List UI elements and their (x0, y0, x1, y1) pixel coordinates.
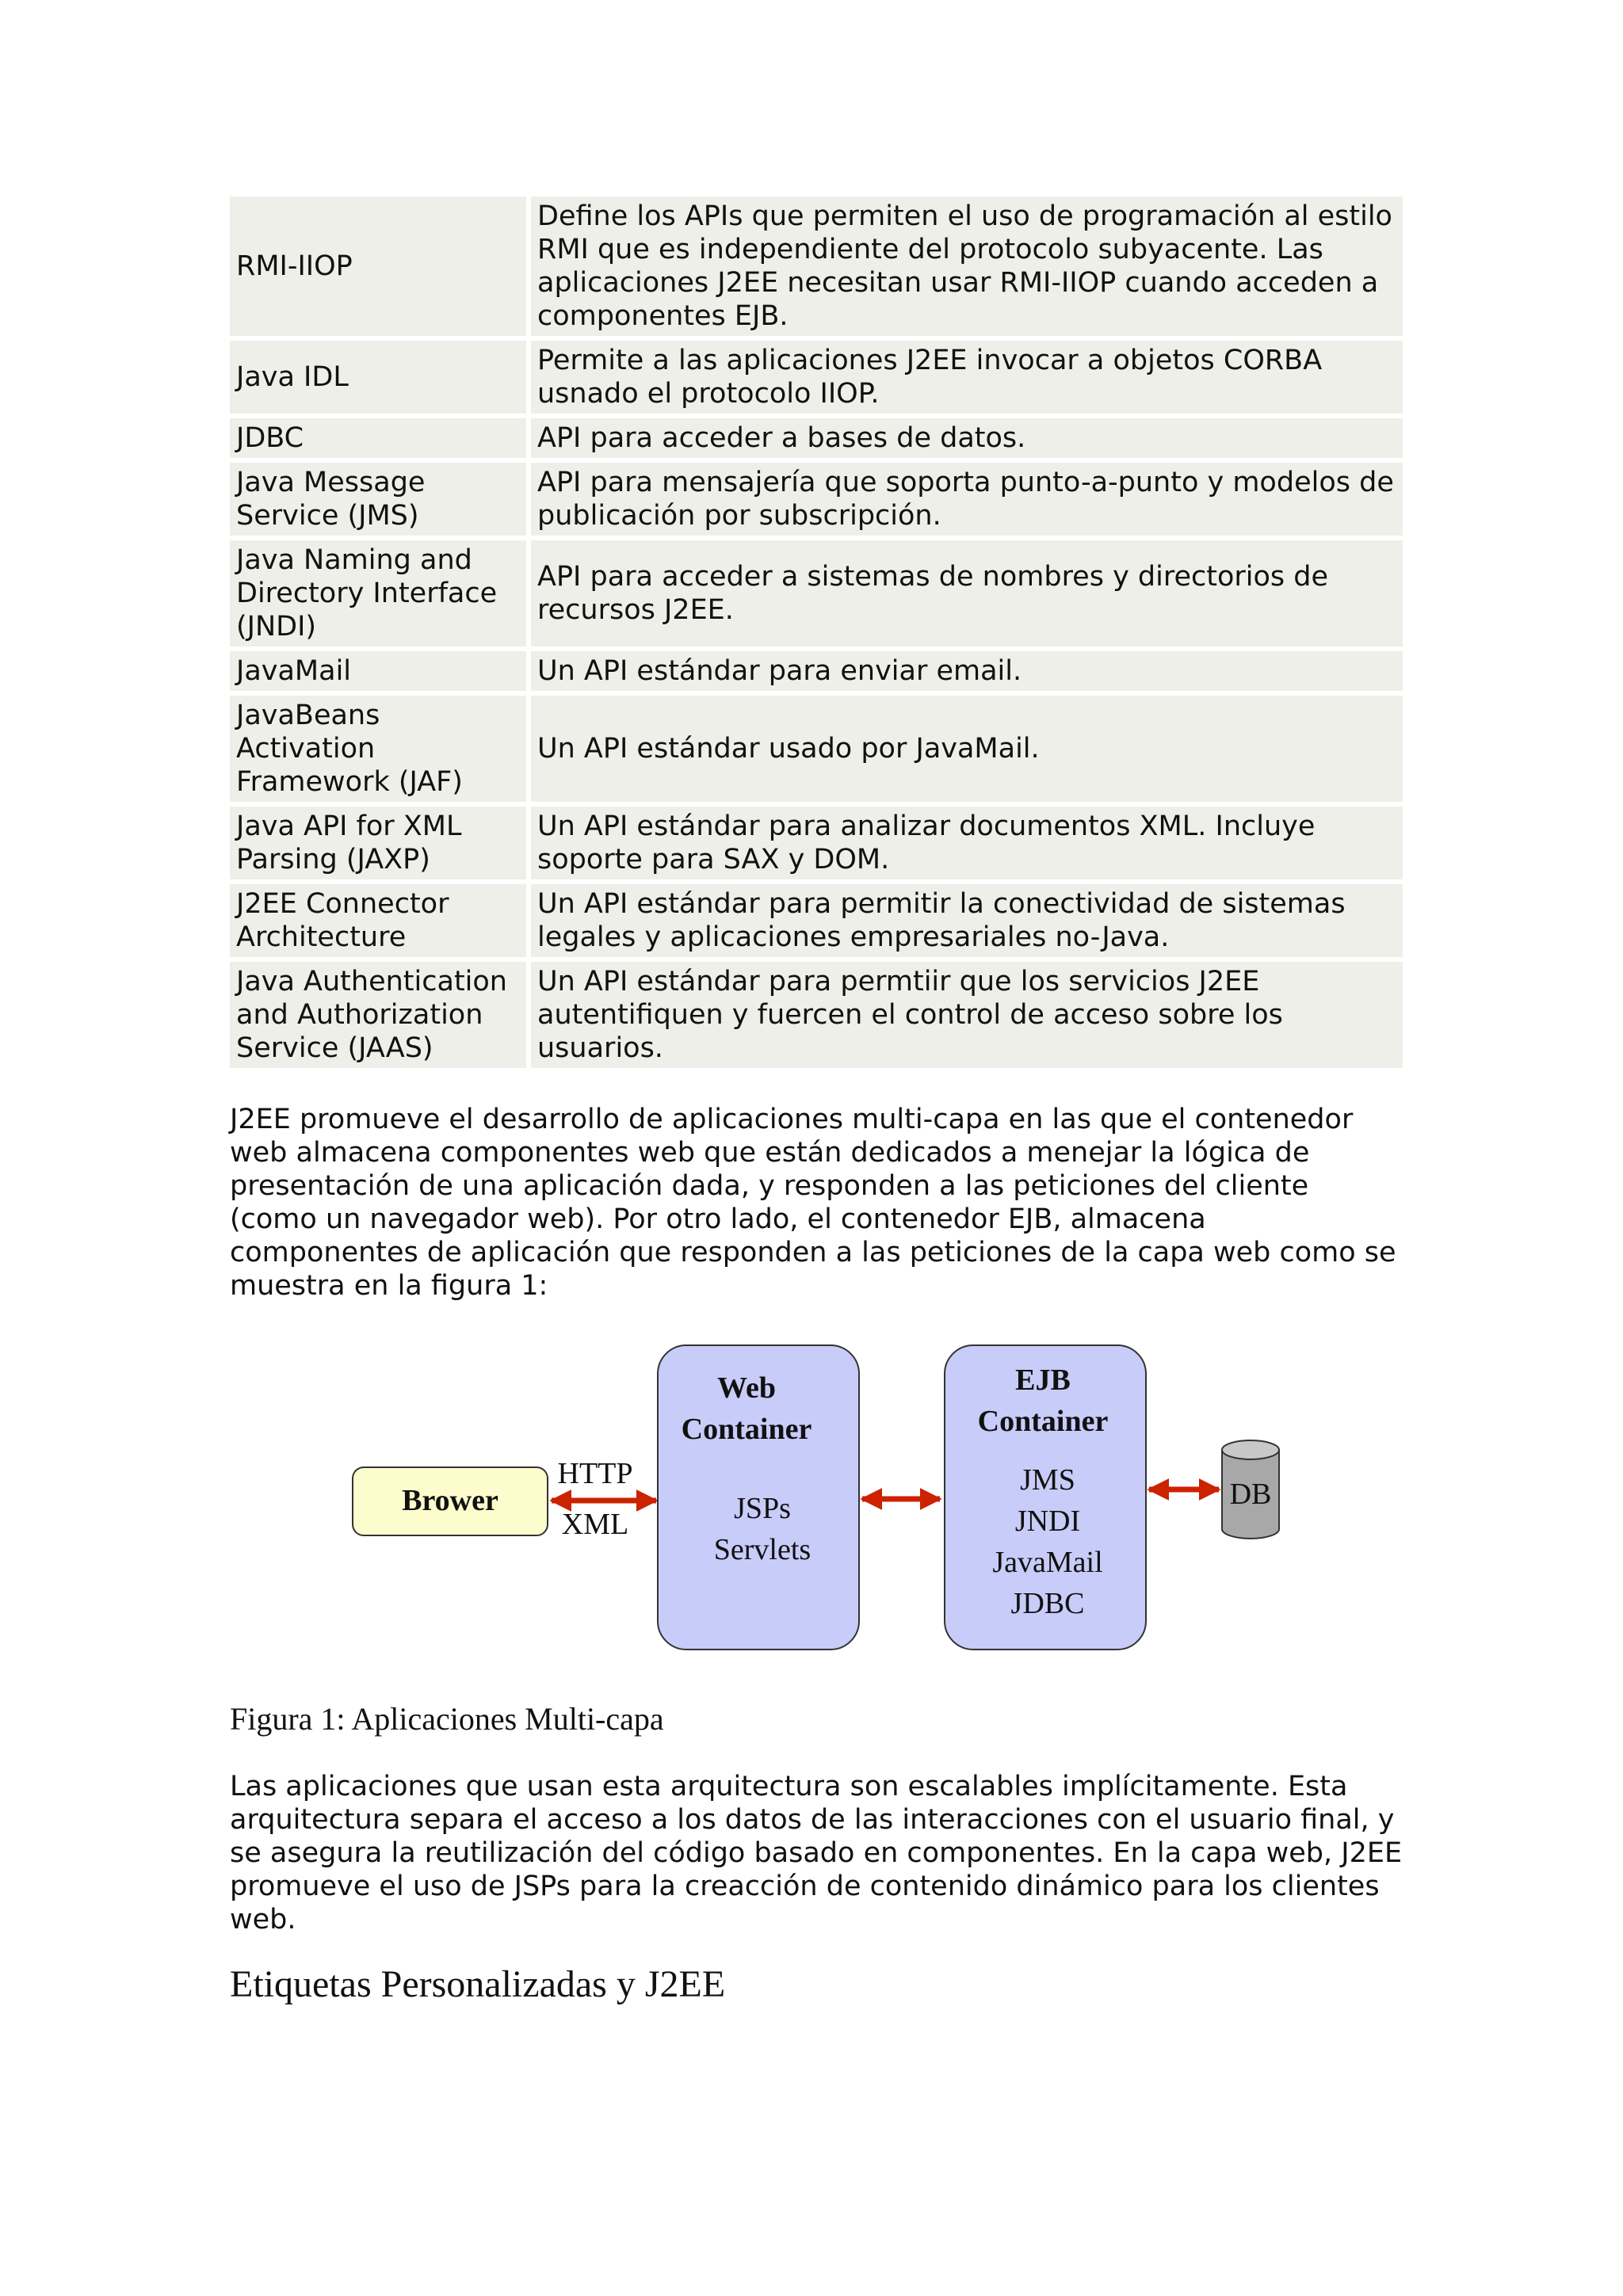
api-description-cell: Define los APIs que permiten el uso de programación al estilo RMI que es independiente del protocolo subyacente. Las aplicaciones J2EE necesitan usar RMI-IIOP cuando acceden a componentes EJB. (531, 196, 1403, 336)
api-name-cell: Java API for XML Parsing (JAXP) (230, 807, 531, 879)
diagram-svg (230, 1334, 1403, 1683)
api-table-row (230, 696, 1403, 802)
protocol-http-label: HTTP (557, 1457, 633, 1490)
api-table-row (230, 884, 1403, 957)
api-table-row (230, 540, 1403, 646)
api-table (230, 192, 1403, 1073)
web-container-title-1: Web (717, 1371, 776, 1405)
ejb-item-javamail: JavaMail (992, 1546, 1103, 1579)
api-name-cell: JDBC (230, 418, 531, 458)
api-table-row (230, 196, 1403, 336)
api-name-cell: Java Authentication and Authorization Service (JAAS) (230, 962, 531, 1068)
ejb-container-title-1: EJB (1015, 1363, 1071, 1397)
api-description-cell: API para acceder a sistemas de nombres y directorios de recursos J2EE. (531, 540, 1403, 646)
api-description-cell: API para mensajería que soporta punto-a-punto y modelos de publicación por subscripción. (531, 463, 1403, 536)
api-name-cell: RMI-IIOP (230, 196, 531, 336)
figure-multitier-diagram (230, 1334, 1403, 1683)
api-name-cell: Java Message Service (JMS) (230, 463, 531, 536)
document-page (230, 196, 1403, 2039)
api-description-cell: Permite a las aplicaciones J2EE invocar a objetos CORBA usnado el protocolo IIOP. (531, 341, 1403, 414)
api-table-row (230, 651, 1403, 691)
api-description-cell: Un API estándar para enviar email. (531, 651, 1403, 691)
ejb-container-title-2: Container (977, 1405, 1109, 1438)
api-description-cell: Un API estándar para permitir la conectividad de sistemas legales y aplicaciones empresariales no-Java. (531, 884, 1403, 957)
ejb-item-jndi: JNDI (1014, 1505, 1081, 1538)
api-name-cell: JavaBeans Activation Framework (JAF) (230, 696, 531, 802)
section-heading: Etiquetas Personalizadas y J2EE (230, 1963, 726, 2005)
web-item-jsps: JSPs (734, 1492, 791, 1525)
api-description-cell: API para acceder a bases de datos. (531, 418, 1403, 458)
protocol-xml-label: XML (561, 1508, 629, 1541)
db-label: DB (1229, 1478, 1272, 1511)
browser-label: Brower (402, 1484, 498, 1517)
api-table-body (230, 196, 1403, 1068)
api-name-cell: Java IDL (230, 341, 531, 414)
web-item-servlets: Servlets (713, 1533, 812, 1566)
api-description-cell: Un API estándar usado por JavaMail. (531, 696, 1403, 802)
api-table-row (230, 463, 1403, 536)
ejb-item-jdbc: JDBC (1010, 1587, 1085, 1620)
figure-caption: Figura 1: Aplicaciones Multi-capa (230, 1701, 664, 1737)
ejb-item-jms: JMS (1020, 1463, 1075, 1497)
api-table-row (230, 962, 1403, 1068)
api-table-row (230, 807, 1403, 879)
api-description-cell: Un API estándar para permtiir que los servicios J2EE autentifiquen y fuercen el control de acceso sobre los usuarios. (531, 962, 1403, 1068)
paragraph-multitier: J2EE promueve el desarrollo de aplicaciones multi-capa en las que el contenedor web almacena componentes web que están dedicados a menejar la lógica de presentación de una aplicación dada, y responden a las peticiones del cliente (como un navegador web). Por otro lado, el contenedor EJB, almacena componentes de aplicación que responden a las peticiones de la capa web como se muestra en la figura 1: (230, 1104, 1396, 1302)
api-table-row (230, 418, 1403, 458)
api-description-cell: Un API estándar para analizar documentos XML. Incluye soporte para SAX y DOM. (531, 807, 1403, 879)
api-name-cell: Java Naming and Directory Interface (JNDI) (230, 540, 531, 646)
api-table-row (230, 341, 1403, 414)
api-name-cell: J2EE Connector Architecture (230, 884, 531, 957)
paragraph-scalable: Las aplicaciones que usan esta arquitectura son escalables implícitamente. Esta arquitectura separa el acceso a los datos de las interacciones con el usuario final, y se asegura la reutilización del código basado en componentes. En la capa web, J2EE promueve el uso de JSPs para la creacción de contenido dinámico para los clientes web. (230, 1771, 1403, 1936)
web-container-title-2: Container (681, 1413, 812, 1446)
api-name-cell: JavaMail (230, 651, 531, 691)
